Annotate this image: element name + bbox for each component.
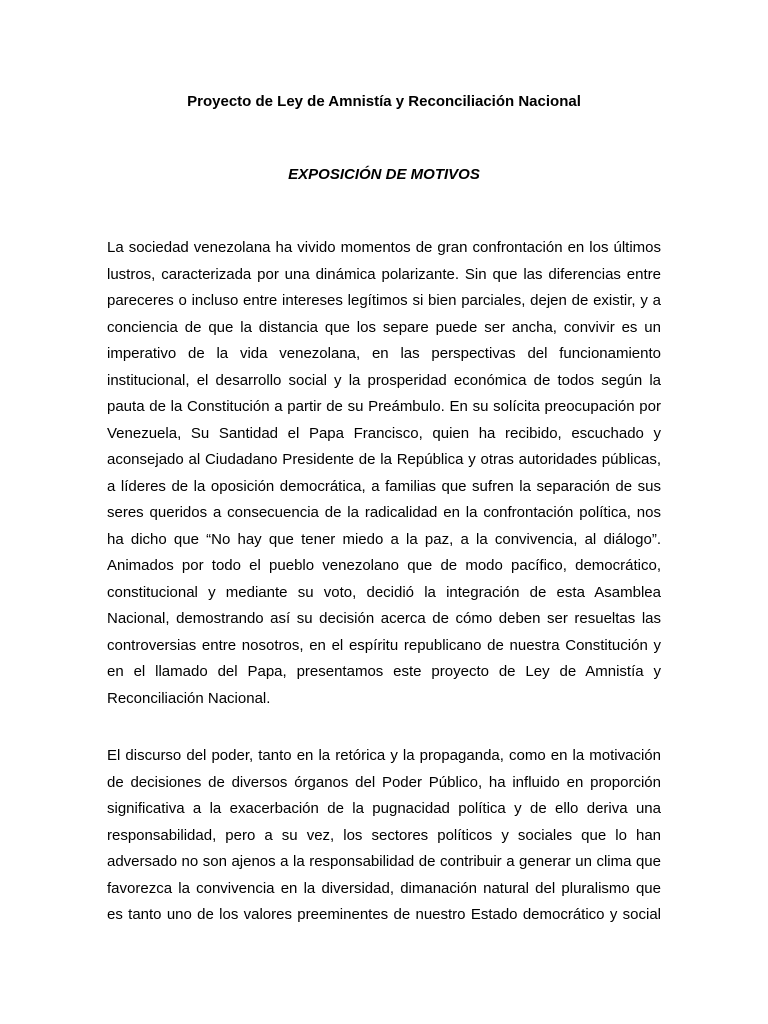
text-line: Animados por todo el pueblo venezolano que de modo pacífico, democrático, [107, 557, 661, 574]
document-title: Proyecto de Ley de Amnistía y Reconciliación Nacional [187, 93, 581, 110]
paragraph-1 [107, 235, 661, 712]
text-line: favorezca la convivencia en la diversidad, dimanación natural del pluralismo que [107, 879, 661, 897]
text-line: conciencia de que la distancia que los separe puede ser ancha, convivir es un [107, 318, 661, 336]
text-line: La sociedad venezolana ha vivido momentos de gran confrontación en los últimos [107, 239, 661, 256]
text-line: Venezuela, Su Santidad el Papa Francisco, quien ha recibido, escuchado y [107, 424, 661, 442]
text-line: ha dicho que “No hay que tener miedo a la paz, a la convivencia, al diálogo”. [107, 530, 661, 548]
text-line: Reconciliación Nacional. [107, 689, 271, 707]
text-line: El discurso del poder, tanto en la retórica y la propaganda, como en la motivación [107, 747, 661, 764]
text-line: Nacional, demostrando así su decisión acerca de cómo deben ser resueltas las [107, 610, 661, 627]
text-line: significativa a la exacerbación de la pugnacidad política y de ello deriva una [107, 800, 661, 817]
text-line: controversias entre nosotros, en el espíritu republicano de nuestra Constitución y [107, 636, 661, 654]
text-line: constitucional y mediante su voto, decidió la integración de esta Asamblea [107, 583, 661, 601]
text-line: responsabilidad, pero a su vez, los sectores políticos y sociales que lo han [107, 826, 661, 844]
text-line: aconsejado al Ciudadano Presidente de la República y otras autoridades públicas, [107, 451, 661, 468]
text-line: pareceres o incluso entre intereses legítimos si bien parciales, dejen de existir, y a [107, 292, 661, 309]
text-line: es tanto uno de los valores preeminentes de nuestro Estado democrático y social [107, 906, 661, 923]
paragraph-2 [107, 743, 661, 929]
text-line: en el llamado del Papa, presentamos este proyecto de Ley de Amnistía y [107, 663, 661, 680]
text-line: institucional, el desarrollo social y la prosperidad económica de todos según la [107, 371, 661, 389]
text-line: a líderes de la oposición democrática, a familias que sufren la separación de sus [107, 477, 661, 495]
text-line: adversado no son ajenos a la responsabilidad de contribuir a generar un clima que [107, 853, 661, 870]
text-line: de decisiones de diversos órganos del Poder Público, ha influido en proporción [107, 773, 661, 791]
text-line: lustros, caracterizada por una dinámica polarizante. Sin que las diferencias entre [107, 265, 661, 283]
section-heading: EXPOSICIÓN DE MOTIVOS [288, 166, 480, 183]
text-line: imperativo de la vida venezolana, en las perspectivas del funcionamiento [107, 345, 661, 362]
text-line: pauta de la Constitución a partir de su Preámbulo. En su solícita preocupación por [107, 398, 661, 415]
text-line: seres queridos a consecuencia de la radicalidad en la confrontación política, nos [107, 504, 661, 521]
